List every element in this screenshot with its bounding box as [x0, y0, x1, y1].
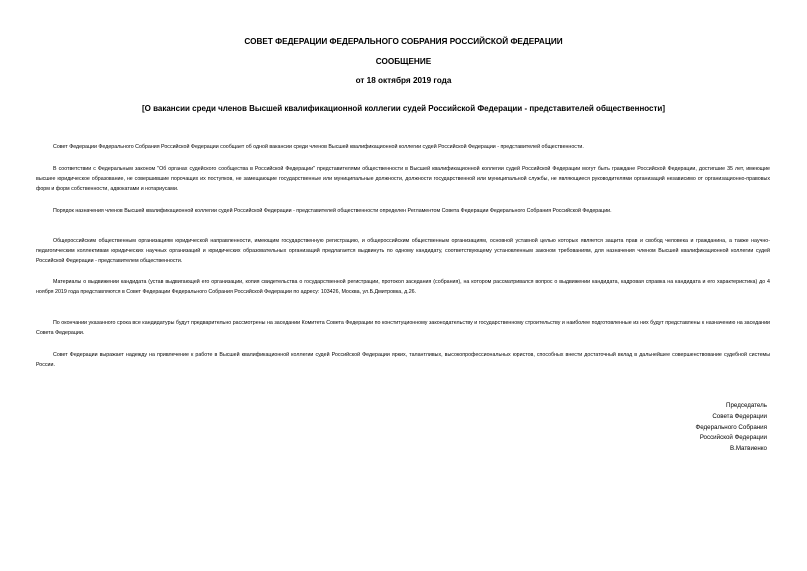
signature-line-title: Председатель: [726, 402, 767, 409]
signature-line-name: В.Матвиенко: [729, 445, 767, 453]
signature-line-country: Российской Федерации: [699, 434, 767, 442]
signature-block: [567, 401, 767, 455]
paragraph-appointment-procedure: Порядок назначения членов Высшей квалификационной коллегии судей Российской Федерации - представителей общественности определен Регламентом Совета Федерации Федерального Собрания Российской Федерации.: [53, 208, 612, 214]
document-subject: [О вакансии среди членов Высшей квалификационной коллегии судей Российской Федерации - представителей общественности]: [141, 104, 666, 113]
signature-line-assembly: Федерального Собрания: [695, 423, 767, 431]
paragraph-vacancy-notice: Совет Федерации Федерального Собрания Российской Федерации сообщает об одной вакансии среди членов Высшей квалификационной коллегии судей Российской Федерации - представителей общественности.: [53, 144, 584, 150]
document-date: от 18 октября 2019 года: [355, 76, 452, 85]
organization-heading: СОВЕТ ФЕДЕРАЦИИ ФЕДЕРАЛЬНОГО СОБРАНИЯ РОССИЙСКОЙ ФЕДЕРАЦИИ: [244, 37, 563, 46]
paragraph-nomination-invitation: Общероссийским общественным организациям юридической направленности, имеющим государственную регистрацию, и общероссийским общественным организациям, основной уставной целью которых является защита прав и свобод человека и гражданина, а также научно-педагогическим коллективам юридических научных организаций и юридических образовательных организаций предлагается выдвинуть по одному кандидату, соответствующему установленным законом требованиям, для назначения членом Высшей квалификационной коллегии судей Российской Федерации - представителем общественности.: [36, 238, 770, 265]
paragraph-submission-materials: Материалы о выдвижении кандидата (устав выдвигающей его организации, копия свидетельства о государственной регистрации, протокол заседания (собрания), на котором рассматривался вопрос о выдвижении кандидата, кадровая справка на кандидата и его характеристика) до 4 ноября 2019 года представляются в Совет Федерации Федерального Собрания Российской Федерации по адресу: 103426, Москва, ул.Б.Дмитровка, д.26.: [36, 279, 770, 296]
signature-line-body: Совета Федерации: [712, 412, 767, 420]
document-type-heading: СООБЩЕНИЕ: [375, 57, 432, 66]
paragraph-eligibility: В соответствии с Федеральным законом "Об органах судейского сообщества в Российской Федерации" представителями общественности в Высшей квалификационной коллегии судей Российской Федерации могут быть граждане Российской Федерации, достигшие 35 лет, имеющие высшее юридическое образование, не совершившие порочащих их поступков, не замещающие государственные или муниципальные должности, должности государственной или муниципальной службы, не являющиеся руководителями организаций независимо от организационно-правовых форм и форм собственности, адвокатами и нотариусами.: [36, 166, 770, 193]
paragraph-closing-hope: Совет Федерации выражает надежду на привлечение к работе в Высшей квалификационной коллегии судей Российской Федерации ярких, талантливых, высокопрофессиональных юристов, способных внести достаточный вклад в дальнейшее совершенствование судебной системы России.: [36, 352, 770, 369]
paragraph-review-process: По окончании указанного срока все кандидатуры будут предварительно рассмотрены на заседании Комитета Совета Федерации по конституционному законодательству и государственному строительству и наиболее подготовленные из них будут представлены к назначению на заседании Совета Федерации.: [36, 320, 770, 337]
